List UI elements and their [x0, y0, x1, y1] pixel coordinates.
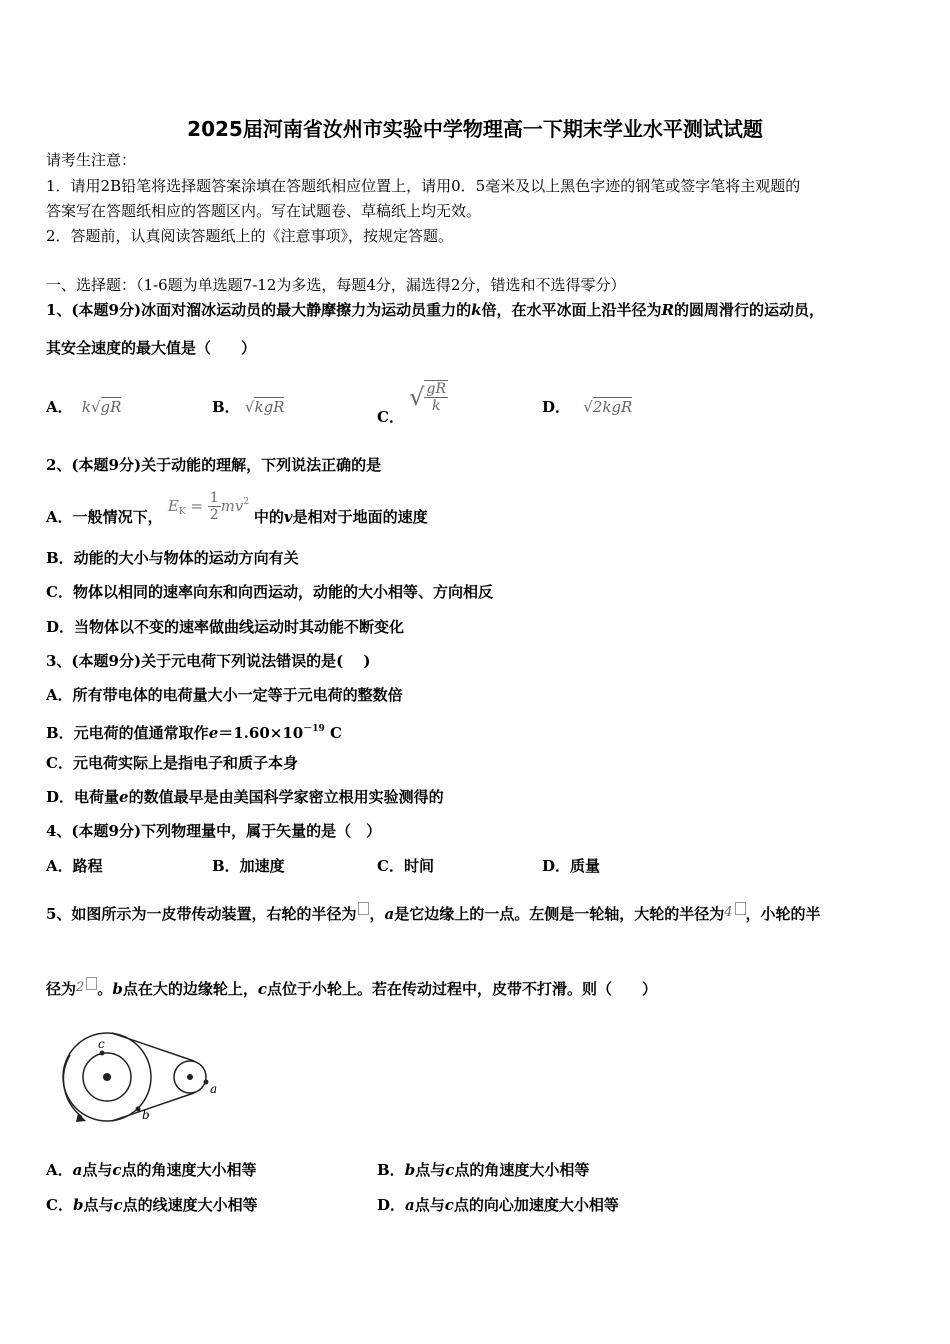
q5-option-c[interactable]: C．b点与c点的线速度大小相等	[46, 1196, 258, 1214]
q4-option-a[interactable]: A．路程	[46, 857, 103, 875]
label-b: b	[142, 1108, 150, 1122]
q5-option-a[interactable]: A．a点与c点的角速度大小相等	[46, 1161, 257, 1179]
q1-stem: 1、(本题9分)冰面对溜冰运动员的最大静摩擦力为运动员重力的k倍，在水平冰面上沿半径为R的圆周滑行的运动员，	[46, 301, 824, 319]
placeholder-glyph-icon	[86, 977, 97, 990]
page-title: 2025届河南省汝州市实验中学物理高一下期末学业水平测试试题	[187, 117, 763, 141]
q5-option-d[interactable]: D．a点与c点的向心加速度大小相等	[377, 1196, 619, 1214]
q3-option-b[interactable]: B．元电荷的值通常取作$e=1.60\times 10^{-19}$ C	[46, 724, 342, 742]
q3-option-d[interactable]: D．电荷量e的数值最早是由美国科学家密立根用实验测得的	[46, 788, 444, 806]
section-heading: 一、选择题：（1-6题为单选题7-12为多选，每题4分，漏选得2分，错选和不选得零分）	[46, 276, 626, 294]
q4-option-c[interactable]: C．时间	[377, 857, 434, 875]
notice-heading: 请考生注意：	[46, 151, 137, 169]
notice-line-1b: 答案写在答题纸相应的答题区内。写在试题卷、草稿纸上均无效。	[46, 202, 482, 220]
q2-stem: 2、(本题9分)关于动能的理解，下列说法正确的是	[46, 456, 382, 474]
q3-stem: 3、(本题9分)关于元电荷下列说法错误的是( )	[46, 652, 371, 670]
rotation-arrow	[63, 1055, 82, 1117]
label-a: a	[210, 1082, 218, 1096]
q5-option-b[interactable]: B．b点与c点的角速度大小相等	[377, 1161, 590, 1179]
q5-stem: 5、如图所示为一皮带传动装置，右轮的半径为 ，a是它边缘上的一点。左侧是一轮轴，大轮的半径为4 ，小轮的半	[46, 902, 821, 924]
belt-bottom	[112, 1093, 194, 1121]
label-c: c	[98, 1037, 105, 1051]
right-wheel-axle	[187, 1074, 193, 1080]
q2-option-b[interactable]: B．动能的大小与物体的运动方向有关	[46, 549, 299, 567]
q3-option-c[interactable]: C．元电荷实际上是指电子和质子本身	[46, 754, 298, 772]
point-b-dot	[136, 1107, 141, 1112]
placeholder-glyph-icon	[735, 902, 746, 915]
q1-option-c[interactable]: C． √ $\frac{gR}{k}$	[377, 381, 446, 426]
q1-option-b[interactable]: B． √kgR	[212, 398, 285, 416]
q3-option-a[interactable]: A．所有带电体的电荷量大小一定等于元电荷的整数倍	[46, 686, 403, 704]
q2-option-c[interactable]: C．物体以相同的速率向东和向西运动，动能的大小相等、方向相反	[46, 583, 493, 601]
q4-option-d[interactable]: D．质量	[542, 857, 601, 875]
placeholder-glyph-icon	[358, 902, 369, 915]
notice-line-1a: 1．请用2B铅笔将选择题答案涂填在答题纸相应位置上，请用0．5毫米及以上黑色字迹的钢笔或签字笔将主观题的	[46, 177, 801, 195]
point-a-dot	[204, 1080, 209, 1085]
belt-drive-figure	[52, 1025, 232, 1130]
point-c-dot	[100, 1051, 105, 1056]
q2-option-a[interactable]: A．一般情况下， $E_K$ = $\frac{1}{2}$ $mv^2$ 中的v是相对于地面的速度	[46, 490, 428, 526]
q2-option-d[interactable]: D．当物体以不变的速率做曲线运动时其动能不断变化	[46, 618, 405, 636]
q4-stem: 4、(本题9分)下列物理量中，属于矢量的是（ ）	[46, 822, 382, 840]
q1-option-d[interactable]: D． √2kgR	[542, 398, 633, 416]
q5-stem-cont: 径为2 。b点在大的边缘轮上，c点位于小轮上。若在传动过程中，皮带不打滑。则（ ）	[46, 977, 657, 999]
q4-option-b[interactable]: B．加速度	[212, 857, 285, 875]
large-wheel-axle	[103, 1073, 111, 1081]
q1-option-a[interactable]: A． k√gR	[46, 398, 122, 416]
q1-stem-cont: 其安全速度的最大值是（ ）	[46, 339, 257, 357]
belt-top	[112, 1033, 194, 1061]
notice-line-2: 2．答题前，认真阅读答题纸上的《注意事项》，按规定答题。	[46, 227, 454, 245]
